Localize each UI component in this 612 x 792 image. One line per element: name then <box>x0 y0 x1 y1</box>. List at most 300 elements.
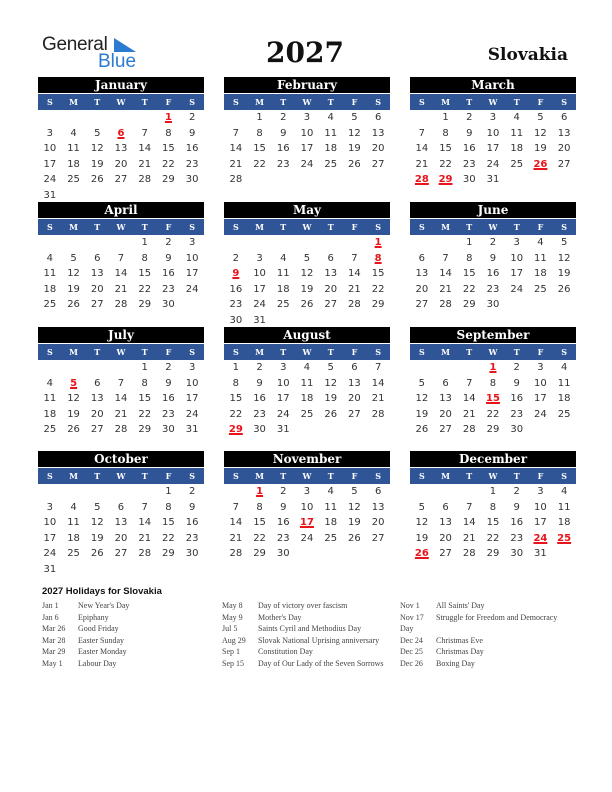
day-cell: 19 <box>415 532 429 544</box>
day-cell: 31 <box>253 314 266 326</box>
day-cell: 10 <box>486 127 500 139</box>
day-cell: 22 <box>162 532 175 544</box>
day-cell: 19 <box>557 268 571 279</box>
day-cell: 9 <box>280 501 287 513</box>
day-cell: 18 <box>510 143 524 154</box>
month-november <box>224 451 390 562</box>
weekday-label: W <box>116 97 126 107</box>
day-cell: 13 <box>371 501 385 513</box>
holiday-name: Christmas Day <box>436 647 484 656</box>
day-cell: 17 <box>300 143 314 154</box>
triangle-flag-icon <box>114 38 136 52</box>
day-cell: 30 <box>510 424 524 435</box>
day-cell: 28 <box>462 548 476 559</box>
empty-cell <box>319 235 343 251</box>
day-cell: 17 <box>43 158 57 170</box>
day-cell: 12 <box>90 517 104 528</box>
holiday-item <box>222 623 392 635</box>
holiday-name: Constitution Day <box>258 647 313 656</box>
holiday-name: Easter Monday <box>78 647 127 656</box>
empty-cell <box>85 110 109 126</box>
logo <box>42 34 152 74</box>
day-cell: 23 <box>276 158 290 170</box>
day-cell: 1 <box>141 237 148 248</box>
day-cell: 10 <box>253 268 266 279</box>
day-cell: 13 <box>439 517 452 528</box>
day-cell: 22 <box>138 408 152 420</box>
day-cell: 17 <box>534 393 547 404</box>
holiday-day-cell: 29 <box>438 174 453 185</box>
day-cell: 9 <box>466 127 473 139</box>
day-cell: 10 <box>276 377 290 389</box>
weekday-bar <box>38 468 204 484</box>
day-cell: 16 <box>510 517 524 528</box>
empty-cell <box>133 484 157 500</box>
month-april <box>38 202 204 313</box>
day-cell: 17 <box>486 143 500 154</box>
day-cell: 22 <box>371 283 385 295</box>
empty-cell <box>457 484 481 500</box>
day-cell: 19 <box>348 517 361 528</box>
day-cell: 4 <box>513 112 520 123</box>
weekday-bar <box>38 94 204 110</box>
weekday-label: T <box>466 97 473 107</box>
day-cell: 8 <box>489 377 497 389</box>
month-february <box>224 77 390 188</box>
day-cell: 19 <box>67 283 80 295</box>
day-cell: 25 <box>510 158 524 170</box>
day-cell: 3 <box>537 362 544 373</box>
day-cell: 16 <box>185 517 199 528</box>
holiday-date: Dec 26 <box>400 658 423 668</box>
month-january <box>38 77 204 203</box>
day-cell: 16 <box>162 393 175 404</box>
day-cell: 8 <box>256 127 263 139</box>
empty-cell <box>457 360 481 376</box>
day-cell: 22 <box>439 158 452 170</box>
day-cell: 29 <box>371 299 385 310</box>
holiday-date: May 9 <box>222 612 243 622</box>
day-cell: 30 <box>185 174 199 185</box>
day-cell: 24 <box>253 299 266 310</box>
holiday-date: May 1 <box>42 658 63 668</box>
day-cell: 17 <box>43 532 57 544</box>
holiday-date: Sep 1 <box>222 647 240 656</box>
weekday-label: S <box>418 97 425 107</box>
day-cell: 14 <box>462 393 476 404</box>
empty-cell <box>38 360 62 376</box>
day-cell: 21 <box>114 408 128 420</box>
holiday-name: Day of victory over fascism <box>258 601 348 610</box>
holiday-day-cell: 1 <box>164 112 172 123</box>
weekday-label: F <box>537 222 544 232</box>
holidays-column <box>222 600 392 669</box>
day-cell: 23 <box>486 283 500 295</box>
day-cell: 2 <box>513 362 520 373</box>
weekday-label: T <box>280 347 287 357</box>
day-cell: 19 <box>415 408 429 420</box>
weekday-label: T <box>94 471 101 481</box>
day-cell: 23 <box>510 532 524 544</box>
day-cell: 8 <box>489 501 497 513</box>
day-cell: 25 <box>534 283 547 295</box>
day-cell: 27 <box>114 548 128 559</box>
month-name: February <box>224 77 390 93</box>
weekday-label: M <box>255 471 264 481</box>
holiday-item <box>400 635 570 647</box>
holiday-date: Mar 29 <box>42 647 66 656</box>
day-cell: 8 <box>442 127 449 139</box>
day-cell: 13 <box>348 377 361 389</box>
day-cell: 1 <box>165 486 172 497</box>
month-name: June <box>410 202 576 218</box>
day-cell: 6 <box>374 486 382 497</box>
day-grid <box>224 360 390 438</box>
weekday-label: T <box>280 222 287 232</box>
day-cell: 9 <box>256 377 263 389</box>
day-cell: 24 <box>486 158 500 170</box>
day-cell: 26 <box>300 299 314 310</box>
weekday-label: S <box>232 471 239 481</box>
day-cell: 23 <box>253 408 266 420</box>
day-cell: 25 <box>324 532 338 544</box>
weekday-label: T <box>94 347 101 357</box>
day-cell: 1 <box>256 112 263 123</box>
day-cell: 16 <box>253 393 266 404</box>
day-cell: 30 <box>462 174 476 185</box>
weekday-label: W <box>488 222 498 232</box>
weekday-label: W <box>116 347 126 357</box>
holiday-date: May 8 <box>222 601 243 610</box>
page-title-country: Slovakia <box>487 45 568 65</box>
day-cell: 13 <box>439 393 452 404</box>
day-cell: 16 <box>229 283 243 295</box>
day-cell: 26 <box>348 532 361 544</box>
day-cell: 9 <box>513 501 520 513</box>
weekday-label: S <box>561 97 568 107</box>
day-cell: 4 <box>70 501 77 513</box>
weekday-label: W <box>488 97 498 107</box>
empty-cell <box>343 235 367 251</box>
day-cell: 4 <box>537 237 544 248</box>
day-cell: 10 <box>300 501 314 513</box>
day-cell: 23 <box>462 158 476 170</box>
day-cell: 25 <box>43 299 57 310</box>
day-cell: 12 <box>348 501 361 513</box>
weekday-label: T <box>94 97 101 107</box>
day-cell: 19 <box>67 408 80 420</box>
weekday-label: S <box>46 471 53 481</box>
day-cell: 2 <box>489 237 497 248</box>
holiday-name: Good Friday <box>78 624 119 633</box>
weekday-label: S <box>375 222 382 232</box>
weekday-label: W <box>488 347 498 357</box>
day-cell: 21 <box>439 283 452 295</box>
day-cell: 30 <box>510 548 524 559</box>
holiday-date: Nov 17 <box>400 612 424 622</box>
day-cell: 14 <box>439 268 452 279</box>
weekday-label: T <box>327 347 334 357</box>
day-cell: 16 <box>510 393 524 404</box>
day-cell: 16 <box>276 517 290 528</box>
day-cell: 2 <box>513 486 520 497</box>
day-cell: 28 <box>114 299 128 310</box>
day-cell: 23 <box>229 299 243 310</box>
weekday-label: M <box>441 222 450 232</box>
day-cell: 9 <box>280 127 287 139</box>
weekday-label: T <box>280 471 287 481</box>
day-cell: 15 <box>229 393 243 404</box>
day-cell: 15 <box>253 143 266 154</box>
day-cell: 28 <box>229 548 243 559</box>
day-cell: 28 <box>371 408 385 420</box>
day-cell: 14 <box>138 143 152 154</box>
month-name: October <box>38 451 204 467</box>
day-cell: 11 <box>534 252 547 264</box>
day-cell: 5 <box>70 252 77 264</box>
day-cell: 11 <box>557 501 571 513</box>
weekday-label: S <box>561 347 568 357</box>
day-cell: 17 <box>534 517 547 528</box>
day-cell: 24 <box>43 548 57 559</box>
empty-cell <box>224 235 248 251</box>
day-grid <box>38 110 204 203</box>
day-cell: 18 <box>276 283 290 295</box>
day-cell: 2 <box>256 362 263 373</box>
weekday-label: S <box>232 97 239 107</box>
day-cell: 27 <box>324 299 338 310</box>
day-cell: 13 <box>90 393 104 404</box>
day-cell: 5 <box>94 127 101 139</box>
empty-cell <box>410 360 434 376</box>
day-cell: 7 <box>232 127 240 139</box>
holiday-day-cell: 1 <box>374 237 382 248</box>
holiday-item <box>400 646 570 658</box>
holiday-item <box>42 612 212 624</box>
day-cell: 7 <box>466 377 473 389</box>
day-cell: 29 <box>486 424 500 435</box>
holiday-day-cell: 9 <box>232 268 240 279</box>
weekday-label: M <box>69 347 78 357</box>
day-grid <box>224 235 390 328</box>
holiday-date: Jan 1 <box>42 601 59 610</box>
weekday-label: S <box>189 471 196 481</box>
day-cell: 6 <box>442 377 449 389</box>
weekday-label: T <box>94 222 101 232</box>
day-cell: 8 <box>466 252 473 264</box>
day-cell: 26 <box>67 299 80 310</box>
holiday-item <box>42 623 212 635</box>
day-cell: 3 <box>303 486 311 497</box>
day-cell: 25 <box>67 174 80 185</box>
day-cell: 24 <box>43 174 57 185</box>
day-cell: 27 <box>557 158 571 170</box>
day-cell: 22 <box>253 532 266 544</box>
day-cell: 24 <box>510 283 524 295</box>
month-july <box>38 327 204 438</box>
weekday-label: T <box>327 222 334 232</box>
day-cell: 18 <box>534 268 547 279</box>
day-cell: 17 <box>276 393 290 404</box>
month-september <box>410 327 576 438</box>
day-cell: 7 <box>374 362 382 373</box>
day-cell: 21 <box>371 393 385 404</box>
holiday-name: Easter Sunday <box>78 635 124 645</box>
month-name: May <box>224 202 390 218</box>
weekday-label: M <box>441 97 450 107</box>
day-cell: 27 <box>90 299 104 310</box>
day-cell: 8 <box>165 127 172 139</box>
empty-cell <box>434 360 458 376</box>
weekday-label: W <box>302 222 312 232</box>
day-cell: 7 <box>442 252 449 264</box>
day-cell: 1 <box>232 362 240 373</box>
empty-cell <box>248 235 272 251</box>
day-cell: 6 <box>374 112 382 123</box>
day-cell: 27 <box>90 424 104 435</box>
day-cell: 28 <box>114 424 128 435</box>
day-cell: 21 <box>462 532 476 544</box>
holiday-item <box>222 600 392 612</box>
month-december <box>410 451 576 562</box>
holiday-day-cell: 28 <box>414 174 429 185</box>
day-cell: 25 <box>67 548 80 559</box>
day-cell: 7 <box>141 127 148 139</box>
weekday-label: M <box>441 471 450 481</box>
day-cell: 3 <box>46 501 54 513</box>
holiday-date: Jan 6 <box>42 612 59 622</box>
day-cell: 11 <box>43 393 57 404</box>
day-cell: 9 <box>513 377 520 389</box>
day-cell: 18 <box>324 143 338 154</box>
day-cell: 10 <box>43 517 57 528</box>
weekday-label: W <box>302 347 312 357</box>
day-cell: 17 <box>253 283 266 295</box>
weekday-bar <box>38 344 204 360</box>
weekday-label: F <box>351 471 358 481</box>
day-cell: 17 <box>185 393 199 404</box>
day-cell: 28 <box>462 424 476 435</box>
day-cell: 12 <box>90 143 104 154</box>
holiday-day-cell: 26 <box>533 158 548 170</box>
day-cell: 22 <box>486 532 500 544</box>
holiday-date: Jul 5 <box>222 624 238 633</box>
day-cell: 14 <box>371 377 385 389</box>
weekday-label: T <box>280 97 287 107</box>
holiday-day-cell: 25 <box>557 532 572 544</box>
weekday-label: M <box>255 222 264 232</box>
weekday-label: T <box>327 471 334 481</box>
holiday-date: Sep 15 <box>222 658 244 668</box>
day-cell: 20 <box>371 143 385 154</box>
day-cell: 26 <box>324 408 338 420</box>
day-cell: 21 <box>229 532 243 544</box>
weekday-label: T <box>327 97 334 107</box>
day-grid <box>224 110 390 188</box>
holiday-item <box>222 635 392 647</box>
month-name: November <box>224 451 390 467</box>
weekday-label: F <box>165 97 172 107</box>
day-cell: 6 <box>418 252 426 264</box>
day-cell: 11 <box>300 377 314 389</box>
day-cell: 21 <box>114 283 128 295</box>
day-cell: 15 <box>462 268 476 279</box>
day-cell: 26 <box>415 424 429 435</box>
day-cell: 14 <box>462 517 476 528</box>
day-cell: 13 <box>324 268 338 279</box>
day-cell: 5 <box>351 112 358 123</box>
day-cell: 6 <box>560 112 568 123</box>
weekday-label: M <box>69 97 78 107</box>
holiday-date: Mar 28 <box>42 635 66 645</box>
day-cell: 14 <box>348 268 361 279</box>
day-cell: 29 <box>162 548 175 559</box>
day-cell: 22 <box>229 408 243 420</box>
logo-blue-text: Blue <box>98 51 137 72</box>
weekday-label: T <box>141 97 148 107</box>
day-cell: 30 <box>276 548 290 559</box>
weekday-label: F <box>165 471 172 481</box>
day-cell: 6 <box>327 252 334 264</box>
day-cell: 9 <box>489 252 497 264</box>
day-cell: 29 <box>162 174 175 185</box>
day-grid <box>224 484 390 562</box>
day-cell: 18 <box>67 532 80 544</box>
day-cell: 18 <box>557 517 571 528</box>
day-grid <box>410 360 576 438</box>
weekday-label: S <box>232 347 239 357</box>
weekday-label: M <box>69 471 78 481</box>
weekday-label: F <box>165 347 172 357</box>
holiday-date: Dec 25 <box>400 647 423 656</box>
day-grid <box>38 484 204 577</box>
day-grid <box>410 235 576 313</box>
day-cell: 31 <box>185 424 199 435</box>
day-cell: 27 <box>439 424 452 435</box>
day-cell: 29 <box>138 424 152 435</box>
weekday-label: S <box>46 347 53 357</box>
day-cell: 15 <box>162 517 175 528</box>
day-cell: 27 <box>371 532 385 544</box>
month-june <box>410 202 576 313</box>
holiday-name: Christmas Eve <box>436 635 483 645</box>
day-cell: 31 <box>534 548 547 559</box>
day-cell: 5 <box>94 501 101 513</box>
day-cell: 22 <box>462 283 476 295</box>
logo-general-text: General <box>42 34 108 55</box>
holiday-item <box>400 658 570 670</box>
month-name: March <box>410 77 576 93</box>
weekday-label: M <box>255 347 264 357</box>
day-cell: 26 <box>90 174 104 185</box>
day-cell: 12 <box>300 268 314 279</box>
holiday-item <box>400 612 570 635</box>
day-cell: 22 <box>253 158 266 170</box>
empty-cell <box>38 110 62 126</box>
day-cell: 14 <box>229 143 243 154</box>
holiday-item <box>42 646 212 658</box>
month-march <box>410 77 576 188</box>
day-cell: 31 <box>43 563 57 575</box>
day-cell: 20 <box>114 158 128 170</box>
day-cell: 18 <box>324 517 338 528</box>
weekday-label: T <box>466 222 473 232</box>
day-cell: 3 <box>537 486 544 497</box>
day-cell: 16 <box>462 143 476 154</box>
day-cell: 24 <box>185 283 199 295</box>
weekday-label: T <box>513 471 520 481</box>
day-cell: 15 <box>138 393 152 404</box>
